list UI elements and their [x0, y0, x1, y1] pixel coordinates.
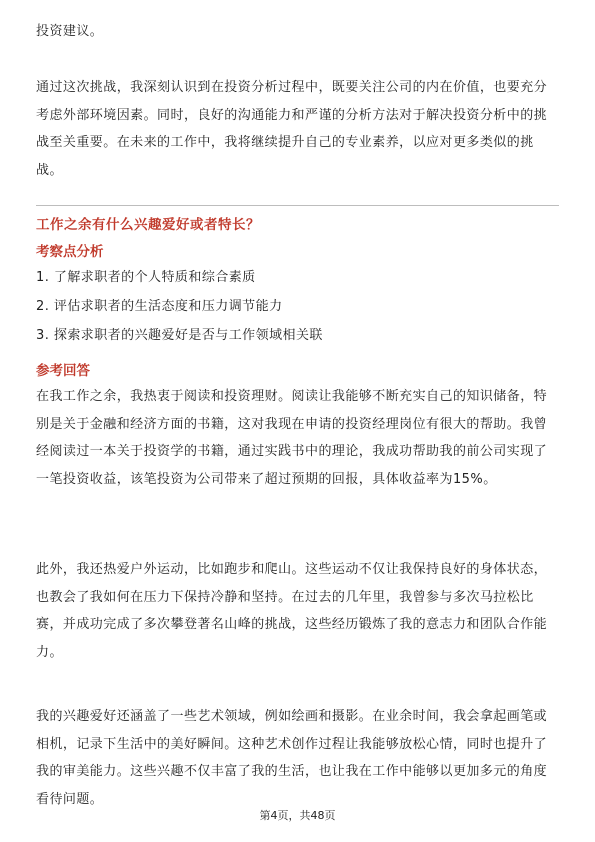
reflection-paragraph: 通过这次挑战，我深刻认识到在投资分析过程中，既要关注公司的内在价值，也要充分考虑外部环境因素。同时，良好的沟通能力和严谨的分析方法对于解决投资分析中的挑战至关重要。在未来的工作中，我将继续提升自己的专业素养，以应对更多类似的挑战。 [36, 80, 548, 178]
intro-tail-text: 投资建议。 [36, 24, 104, 39]
question-title: 工作之余有什么兴趣爱好或者特长？ [36, 217, 260, 233]
analysis-item: 1. 了解求职者的个人特质和综合素质 [36, 270, 256, 285]
answer-paragraph-2: 此外，我还热爱户外运动，比如跑步和爬山。这些运动不仅让我保持良好的身体状态，也教会了我如何在压力下保持冷静和坚持。在过去的几年里，我曾参与多次马拉松比赛，并成功完成了多次攀登著名山峰的挑战，这些经历锻炼了我的意志力和团队合作能力。 [36, 562, 548, 660]
analysis-item: 3. 探索求职者的兴趣爱好是否与工作领域相关联 [36, 328, 323, 343]
page-number: 第4页，共48页 [259, 809, 336, 822]
section-divider [36, 205, 559, 206]
answer-paragraph-1: 在我工作之余，我热衷于阅读和投资理财。阅读让我能够不断充实自己的知识储备，特别是关于金融和经济方面的书籍，这对我现在申请的投资经理岗位有很大的帮助。我曾经阅读过一本关于投资学的书籍，通过实践书中的理论，我成功帮助我的前公司实现了一笔投资收益，该笔投资为公司带来了超过预期的回报，具体收益率为15%。 [36, 389, 548, 487]
answer-heading: 参考回答 [36, 363, 90, 379]
document-page [36, 0, 559, 842]
analysis-item: 2. 评估求职者的生活态度和压力调节能力 [36, 299, 283, 314]
answer-paragraph-3: 我的兴趣爱好还涵盖了一些艺术领域，例如绘画和摄影。在业余时间，我会拿起画笔或相机，记录下生活中的美好瞬间。这种艺术创作过程让我能够放松心情，同时也提升了我的审美能力。这些兴趣不仅丰富了我的生活，也让我在工作中能够以更加多元的角度看待问题。 [36, 709, 548, 807]
analysis-heading: 考察点分析 [36, 244, 104, 260]
analysis-list [36, 263, 323, 350]
